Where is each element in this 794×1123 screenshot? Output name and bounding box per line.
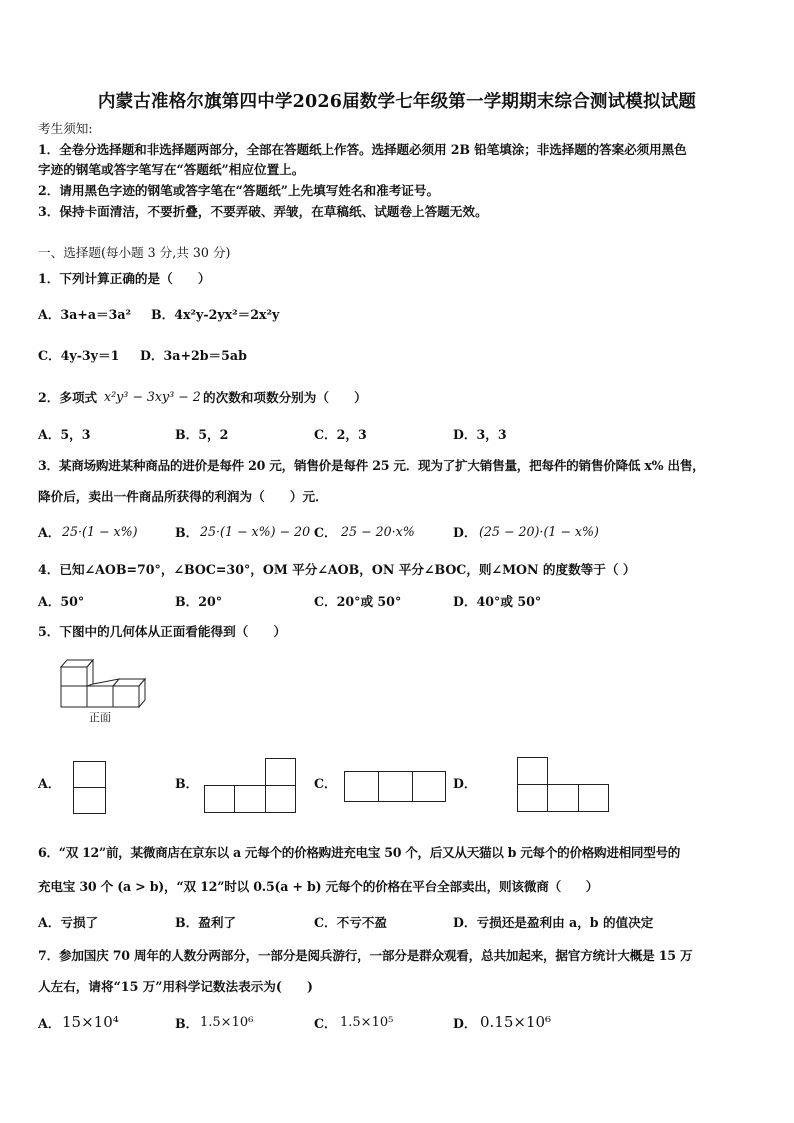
q5-d-square-top	[517, 757, 548, 785]
q3-option-b: 25·(1 − x%) − 20	[200, 524, 311, 539]
notice-heading: 考生须知:	[38, 121, 93, 136]
q1-option-a: A．3a+a＝3a²	[38, 307, 132, 322]
q2-option-c: C．2，3	[314, 427, 367, 442]
q2-expression: x²y³ − 3xy³ − 2	[104, 389, 201, 404]
q3-option-c: 25 − 20·x%	[341, 524, 415, 539]
q1-option-d: D．3a+2b＝5ab	[140, 348, 247, 363]
q5-c-square-1	[344, 771, 379, 802]
q5-d-square-3	[578, 784, 609, 812]
q7-stem-line-2: 人左右，请将“15 万”用科学记数法表示为( )	[38, 979, 314, 994]
q7-option-d-label: D．	[453, 1016, 477, 1031]
q4-stem: 4．已知∠AOB=70°，∠BOC=30°，OM 平分∠AOB，ON 平分∠BOC，则∠MON 的度数等于（ ）	[38, 562, 636, 577]
page-title: 内蒙古准格尔旗第四中学2026届数学七年级第一学期期末综合测试模拟试题	[97, 92, 697, 112]
notice-line-3: 3．保持卡面清洁，不要折叠，不要弄破、弄皱，在草稿纸、试题卷上答题无效。	[38, 204, 488, 219]
q6-stem-line-2: 充电宝 30 个 (a > b)，“双 12”时以 0.5(a + b) 元每个的价格在平台全部卖出，则该微商（ ）	[38, 879, 599, 894]
q3-option-d-label: D．	[453, 525, 477, 540]
q5-front-label: 正面	[89, 711, 111, 724]
q4-option-d: D．40°或 50°	[453, 594, 542, 609]
q5-option-d: D．	[453, 776, 477, 791]
q1-option-b: B．4x²y-2yx²＝2x²y	[151, 307, 280, 322]
q3-option-d: (25 − 20)·(1 − x%)	[479, 524, 599, 539]
q5-b-square-1	[204, 785, 235, 813]
q7-option-a-label: A．	[38, 1016, 61, 1031]
q5-option-c: C．	[314, 776, 337, 791]
q5-c-square-3	[412, 771, 446, 802]
q4-option-b: B．20°	[175, 594, 223, 609]
q7-option-c: 1.5×10⁵	[340, 1015, 394, 1030]
q5-solid-figure	[55, 655, 155, 710]
q2-option-a: A．5，3	[38, 427, 91, 442]
q5-option-a: A．	[38, 776, 61, 791]
q1-option-c: C．4y-3y＝1	[38, 348, 120, 363]
q2-option-b: B．5，2	[175, 427, 229, 442]
q5-b-square-2	[234, 785, 266, 813]
q5-a-square-bottom	[73, 787, 106, 814]
q5-a-square-top	[73, 761, 106, 788]
q7-option-a: 15×10⁴	[62, 1013, 119, 1031]
q5-d-square-1	[517, 784, 548, 812]
q6-option-a: A．亏损了	[38, 915, 99, 930]
section-heading: 一、选择题(每小题 3 分,共 30 分)	[38, 245, 231, 260]
q7-option-b-label: B．	[175, 1016, 199, 1031]
q7-stem-line-1: 7．参加国庆 70 周年的人数分两部分，一部分是阅兵游行，一部分是群众观看，总共加起来，据官方统计大概是 15 万	[38, 948, 693, 963]
q5-stem: 5．下图中的几何体从正面看能得到（ ）	[38, 624, 287, 639]
q6-option-d: D．亏损还是盈利由 a，b 的值决定	[453, 915, 654, 930]
q5-d-square-2	[547, 784, 579, 812]
q3-stem-line-1: 3．某商场购进某种商品的进价是每件 20 元，销售价是每件 25 元．现为了扩大销售量，把每件的销售价降低 x% 出售，	[38, 458, 705, 473]
q3-option-a-label: A．	[38, 525, 61, 540]
q5-option-b: B．	[175, 776, 199, 791]
q3-stem-line-2: 降价后，卖出一件商品所获得的利润为（ ）元．	[38, 489, 328, 504]
q4-option-a: A．50°	[38, 594, 85, 609]
q5-c-square-2	[378, 771, 413, 802]
q2-option-d: D．3，3	[453, 427, 507, 442]
q3-option-b-label: B．	[175, 525, 199, 540]
q3-option-a: 25·(1 − x%)	[62, 524, 138, 539]
q2-stem-post: 的次数和项数分别为（ ）	[203, 390, 367, 405]
q6-option-c: C．不亏不盈	[314, 915, 387, 930]
q5-b-square-top	[265, 758, 296, 786]
notice-line-1b: 字迹的钢笔或答字笔写在“答题纸”相应位置上。	[38, 162, 305, 177]
q7-option-b: 1.5×10⁶	[200, 1015, 254, 1030]
q7-option-c-label: C．	[314, 1016, 337, 1031]
q2-stem-pre: 2．多项式	[38, 390, 98, 405]
notice-line-2: 2．请用黑色字迹的钢笔或答字笔在“答题纸”上先填写姓名和准考证号。	[38, 183, 440, 198]
q4-option-c: C．20°或 50°	[314, 594, 402, 609]
notice-line-1a: 1．全卷分选择题和非选择题两部分，全部在答题纸上作答。选择题必须用 2B 铅笔填涂；非选择题的答案必须用黑色	[38, 142, 687, 157]
q6-stem-line-1: 6．“双 12”前，某微商店在京东以 a 元每个的价格购进充电宝 50 个，后又从天猫以 b 元每个的价格购进相同型号的	[38, 845, 681, 860]
q1-stem: 1．下列计算正确的是（ ）	[38, 271, 211, 286]
q5-b-square-3	[265, 785, 296, 813]
q3-option-c-label: C．	[314, 525, 337, 540]
q6-option-b: B．盈利了	[175, 915, 237, 930]
q7-option-d: 0.15×10⁶	[480, 1013, 552, 1031]
